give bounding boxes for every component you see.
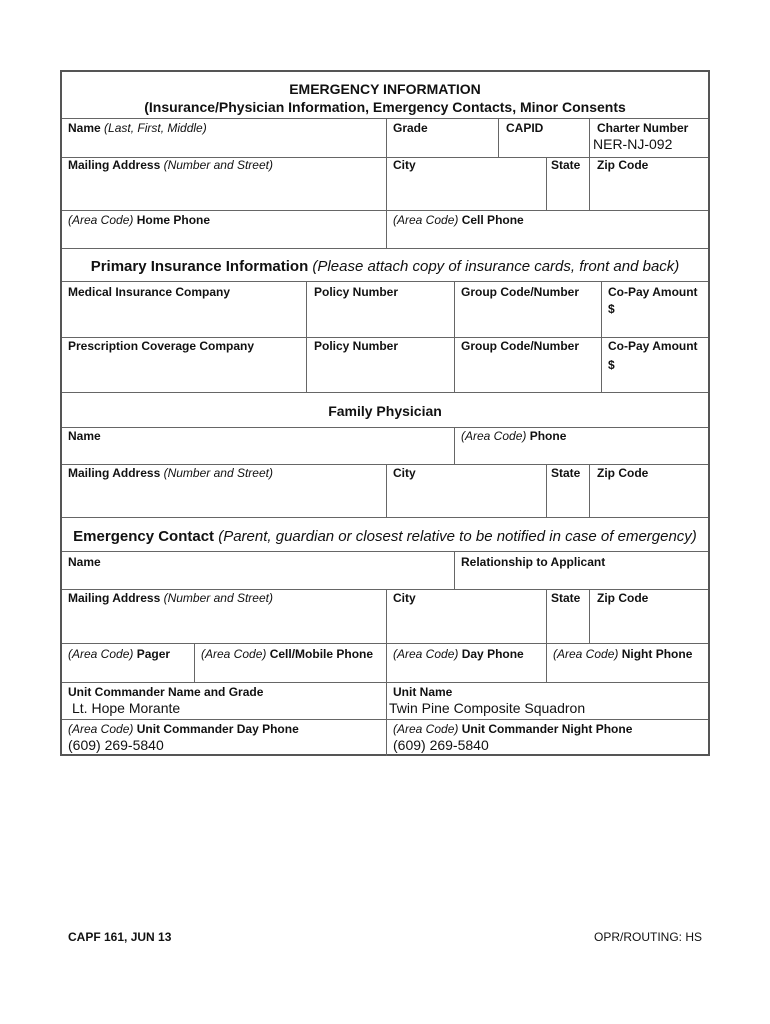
physician-address-hint: (Number and Street) bbox=[163, 466, 273, 480]
emergency-zip-label[interactable]: Zip Code bbox=[597, 591, 649, 605]
charter-number-value[interactable]: NER-NJ-092 bbox=[593, 136, 673, 152]
night-phone-label: Night Phone bbox=[621, 647, 693, 661]
relationship-label[interactable]: Relationship to Applicant bbox=[461, 555, 606, 569]
physician-city-label[interactable]: City bbox=[393, 466, 416, 480]
form-subtitle: (Insurance/Physician Information, Emergency Contacts, Minor Consents bbox=[144, 99, 626, 115]
family-physician-title: Family Physician bbox=[328, 403, 442, 419]
city-label[interactable]: City bbox=[393, 158, 416, 172]
cell-mobile-hint: (Area Code) bbox=[201, 647, 267, 661]
emergency-title: Emergency Contact bbox=[73, 528, 215, 545]
medical-policy-number-label[interactable]: Policy Number bbox=[314, 285, 399, 299]
insurance-title: Primary Insurance Information bbox=[90, 258, 309, 275]
zip-code-label[interactable]: Zip Code bbox=[597, 158, 649, 172]
unit-name-value[interactable]: Twin Pine Composite Squadron bbox=[389, 700, 586, 716]
cell-mobile-field[interactable] bbox=[201, 647, 373, 661]
prescription-policy-number-label[interactable]: Policy Number bbox=[314, 339, 399, 353]
emergency-address-hint: (Number and Street) bbox=[163, 591, 273, 605]
charter-number-label[interactable]: Charter Number bbox=[597, 121, 689, 135]
physician-phone-label: Phone bbox=[529, 429, 567, 443]
name-hint: (Last, First, Middle) bbox=[104, 121, 207, 135]
home-phone-label: Home Phone bbox=[136, 213, 211, 227]
physician-address-label: Mailing Address bbox=[68, 466, 161, 480]
name-label: Name bbox=[68, 121, 101, 135]
night-phone-hint: (Area Code) bbox=[553, 647, 619, 661]
emergency-address-label: Mailing Address bbox=[68, 591, 161, 605]
home-phone-field[interactable] bbox=[68, 213, 210, 227]
pager-field[interactable] bbox=[68, 647, 170, 661]
day-phone-field[interactable] bbox=[393, 647, 524, 661]
commander-night-phone-label: Unit Commander Night Phone bbox=[461, 722, 633, 736]
unit-commander-value[interactable]: Lt. Hope Morante bbox=[72, 700, 181, 716]
pager-hint: (Area Code) bbox=[68, 647, 134, 661]
cell-phone-hint: (Area Code) bbox=[393, 213, 459, 227]
insurance-section-title bbox=[62, 258, 708, 275]
emergency-name-label[interactable]: Name bbox=[68, 555, 101, 569]
emergency-information-form bbox=[60, 70, 710, 756]
state-label[interactable]: State bbox=[551, 158, 581, 172]
cell-mobile-label: Cell/Mobile Phone bbox=[269, 647, 374, 661]
pager-label: Pager bbox=[136, 647, 171, 661]
emergency-address-field[interactable] bbox=[68, 591, 273, 605]
physician-name-label[interactable]: Name bbox=[68, 429, 101, 443]
name-field[interactable] bbox=[68, 121, 207, 135]
cell-phone-label: Cell Phone bbox=[461, 213, 524, 227]
physician-state-label[interactable]: State bbox=[551, 466, 581, 480]
emergency-note: (Parent, guardian or closest relative to be notified in case of emergency) bbox=[218, 528, 697, 545]
emergency-state-label[interactable]: State bbox=[551, 591, 581, 605]
night-phone-field[interactable] bbox=[553, 647, 692, 661]
prescription-copay-label[interactable]: Co-Pay Amount bbox=[608, 339, 698, 353]
unit-commander-label: Unit Commander Name and Grade bbox=[68, 685, 264, 699]
physician-phone-hint: (Area Code) bbox=[461, 429, 527, 443]
medical-copay-label[interactable]: Co-Pay Amount bbox=[608, 285, 698, 299]
physician-phone-field[interactable] bbox=[461, 429, 566, 443]
commander-day-phone-label: Unit Commander Day Phone bbox=[136, 722, 299, 736]
capid-label[interactable]: CAPID bbox=[506, 121, 544, 135]
commander-day-phone-value[interactable]: (609) 269-5840 bbox=[68, 737, 164, 753]
medical-group-code-label[interactable]: Group Code/Number bbox=[461, 285, 580, 299]
medical-copay-currency: $ bbox=[608, 302, 615, 316]
physician-address-field[interactable] bbox=[68, 466, 273, 480]
form-title: EMERGENCY INFORMATION bbox=[289, 81, 481, 97]
form-id: CAPF 161, JUN 13 bbox=[68, 930, 172, 944]
cell-phone-field[interactable] bbox=[393, 213, 524, 227]
commander-night-phone-hint: (Area Code) bbox=[393, 722, 459, 736]
home-phone-hint: (Area Code) bbox=[68, 213, 134, 227]
day-phone-hint: (Area Code) bbox=[393, 647, 459, 661]
commander-day-phone-hint: (Area Code) bbox=[68, 722, 134, 736]
mailing-address-field[interactable] bbox=[68, 158, 273, 172]
physician-zip-label[interactable]: Zip Code bbox=[597, 466, 649, 480]
mailing-address-label: Mailing Address bbox=[68, 158, 161, 172]
emergency-contact-section-title bbox=[62, 528, 708, 545]
commander-day-phone-field bbox=[68, 722, 299, 736]
medical-insurance-label[interactable]: Medical Insurance Company bbox=[68, 285, 231, 299]
emergency-city-label[interactable]: City bbox=[393, 591, 416, 605]
routing-code: OPR/ROUTING: HS bbox=[593, 930, 702, 944]
commander-night-phone-field bbox=[393, 722, 632, 736]
prescription-coverage-label[interactable]: Prescription Coverage Company bbox=[68, 339, 255, 353]
mailing-address-hint: (Number and Street) bbox=[163, 158, 273, 172]
prescription-copay-currency: $ bbox=[608, 358, 615, 372]
prescription-group-code-label[interactable]: Group Code/Number bbox=[461, 339, 580, 353]
day-phone-label: Day Phone bbox=[461, 647, 524, 661]
unit-name-label: Unit Name bbox=[393, 685, 453, 699]
commander-night-phone-value[interactable]: (609) 269-5840 bbox=[393, 737, 489, 753]
grade-label[interactable]: Grade bbox=[393, 121, 428, 135]
insurance-note: (Please attach copy of insurance cards, front and back) bbox=[312, 258, 680, 275]
